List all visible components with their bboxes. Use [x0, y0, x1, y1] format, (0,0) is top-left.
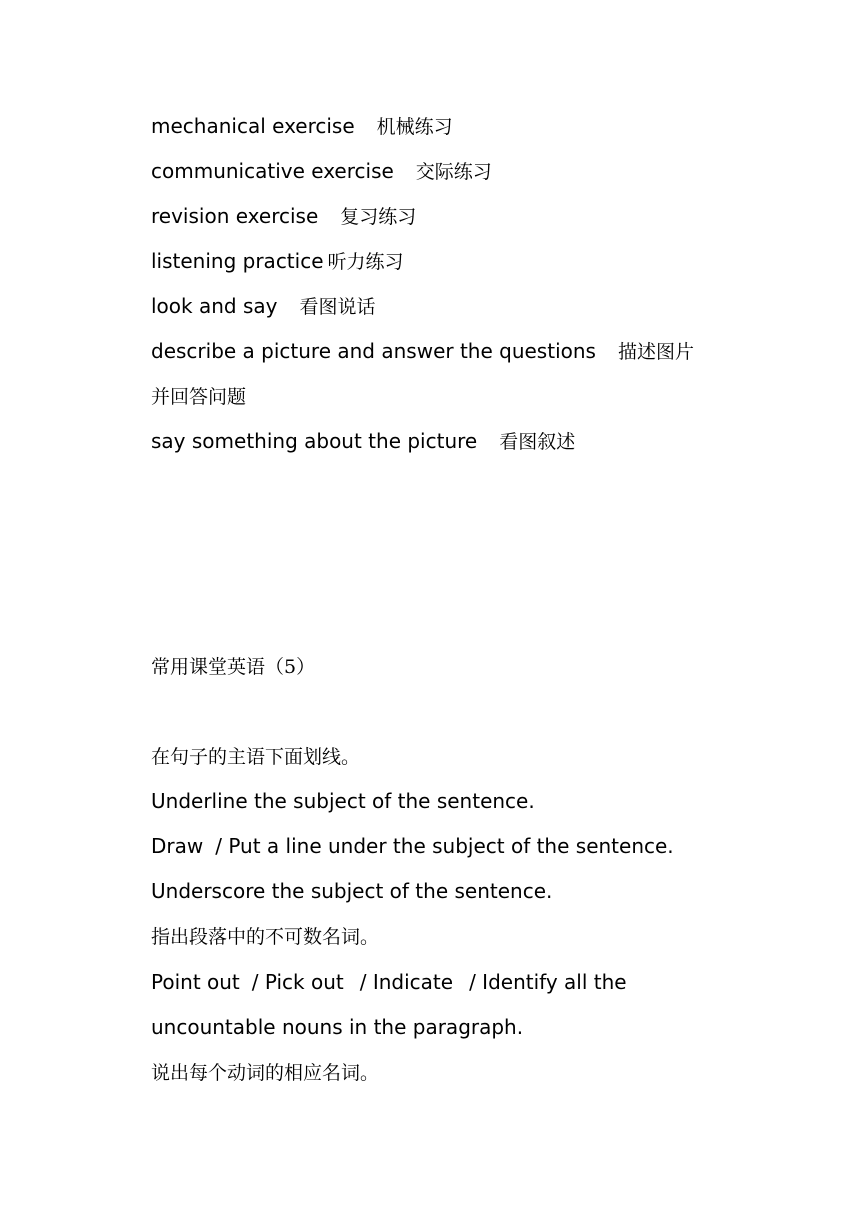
phrase-en-text: / Pick out [251, 970, 344, 994]
phrase-zh-text: 指出段落中的不可数名词。 [151, 926, 380, 948]
phrase-zh-3 [151, 1058, 379, 1087]
section-title [151, 652, 315, 681]
phrase-en-text: Point out [151, 970, 240, 994]
vocab-zh: 复习练习 [340, 206, 417, 228]
phrase-en-text: uncountable nouns in the paragraph. [151, 1015, 524, 1039]
vocab-zh: 看图叙述 [499, 431, 576, 453]
section-title-text: 常用课堂英语（5） [151, 656, 316, 678]
vocab-en: describe a picture and answer the questions [151, 339, 596, 363]
phrase-en-text: / Identify all the [469, 970, 627, 994]
vocab-zh: 并回答问题 [151, 386, 247, 408]
vocab-en: mechanical exercise [151, 114, 355, 138]
vocab-en: look and say [151, 294, 278, 318]
vocab-line-2 [151, 157, 492, 186]
vocab-zh: 看图说话 [299, 296, 376, 318]
phrase-zh-text: 在句子的主语下面划线。 [151, 746, 361, 768]
phrase-en-text: Draw [151, 834, 204, 858]
vocab-line-4 [151, 247, 404, 276]
vocab-zh: 机械练习 [376, 116, 453, 138]
vocab-zh: 描述图片 [617, 341, 694, 363]
vocab-en: communicative exercise [151, 159, 394, 183]
vocab-zh: 交际练习 [415, 161, 492, 183]
vocab-line-5 [151, 292, 375, 321]
phrase-en-text: Underline the subject of the sentence. [151, 789, 535, 813]
vocab-zh: 听力练习 [327, 251, 404, 273]
vocab-line-6-continued [151, 382, 246, 411]
phrase-en-text: Underscore the subject of the sentence. [151, 879, 553, 903]
phrase-en-4 [151, 968, 631, 996]
vocab-en: say something about the picture [151, 429, 478, 453]
phrase-zh-2 [151, 922, 379, 951]
phrase-en-text: / Indicate [359, 970, 454, 994]
phrase-en-2 [151, 832, 678, 860]
vocab-line-1 [151, 112, 453, 141]
phrase-zh-text: 说出每个动词的相应名词。 [151, 1062, 380, 1084]
phrase-zh-1 [151, 742, 360, 771]
vocab-en: listening practice [151, 249, 324, 273]
phrase-en-3 [151, 877, 552, 905]
vocab-line-6 [151, 337, 694, 366]
vocab-line-3 [151, 202, 416, 231]
phrase-en-1 [151, 787, 535, 815]
vocab-line-7 [151, 427, 575, 456]
vocab-en: revision exercise [151, 204, 319, 228]
phrase-en-text: / Put a line under the subject of the sentence. [215, 834, 674, 858]
phrase-en-5 [151, 1013, 523, 1041]
